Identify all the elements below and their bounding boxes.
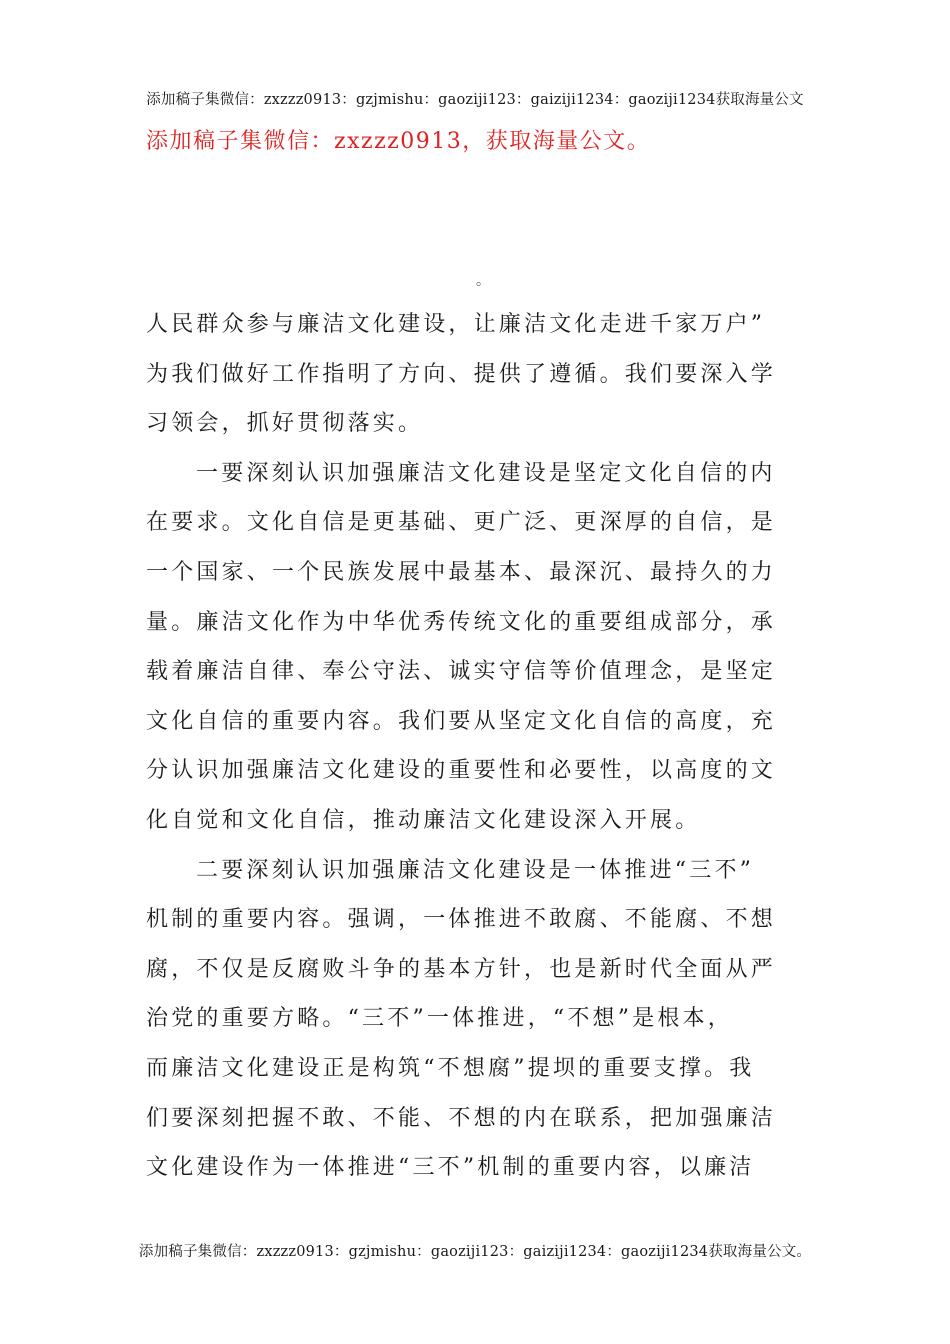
header-red-notice: 添加稿子集微信：zxzzz0913，获取海量公文。 (146, 129, 651, 154)
text-line: 分认识加强廉洁文化建设的重要性和必要性，以高度的文 (146, 758, 777, 784)
text-line: 载着廉洁自律、奉公守法、诚实守信等价值理念，是坚定 (146, 659, 777, 685)
footer-watermark-line: 添加稿子集微信：zxzzz0913：gzjmishu：gaoziji123：gaiziji1234：gaoziji1234获取海量公文。 (138, 1244, 812, 1260)
text-line: 而廉洁文化建设正是构筑“不想腐”提坝的重要支撑。我 (146, 1055, 755, 1081)
text-line: 们要深刻把握不敢、不能、不想的内在联系，把加强廉洁 (146, 1105, 777, 1131)
text-line: 人民群众参与廉洁文化建设，让廉洁文化走进千家万户” (146, 312, 766, 337)
text-line: 治党的重要方略。“三不”一体推进，“不想”是根本， (146, 1006, 733, 1032)
text-line: 文化自信的重要内容。我们要从坚定文化自信的高度，充 (146, 708, 777, 734)
text-line: 腐，不仅是反腐败斗争的基本方针，也是新时代全面从严 (146, 956, 777, 982)
text-line: 习领会，抓好贯彻落实。 (146, 411, 424, 437)
paragraph-start-line: 二要深刻认识加强廉洁文化建设是一体推进“三不” (196, 857, 755, 883)
text-line: 为我们做好工作指明了方向、提供了遵循。我们要深入学 (146, 361, 777, 387)
text-line: 文化建设作为一体推进“三不”机制的重要内容，以廉洁 (146, 1155, 755, 1181)
body-text (146, 300, 806, 1193)
text-line: 量。廉洁文化作为中华优秀传统文化的重要组成部分，承 (146, 609, 777, 635)
paragraph-start-line: 一要深刻认识加强廉洁文化建设是坚定文化自信的内 (196, 460, 776, 486)
header-watermark-line: 添加稿子集微信：zxzzz0913：gzjmishu：gaoziji123：gaiziji1234：gaoziji1234获取海量公文 (146, 92, 804, 108)
text-line: 一个国家、一个民族发展中最基本、最深沉、最持久的力 (146, 559, 777, 585)
text-line: 机制的重要内容。强调，一体推进不敢腐、不能腐、不想 (146, 907, 777, 933)
text-line: 在要求。文化自信是更基础、更广泛、更深厚的自信，是 (146, 510, 777, 536)
stray-punctuation-mark: 。 (476, 273, 490, 289)
text-line: 化自觉和文化自信，推动廉洁文化建设深入开展。 (146, 807, 701, 833)
